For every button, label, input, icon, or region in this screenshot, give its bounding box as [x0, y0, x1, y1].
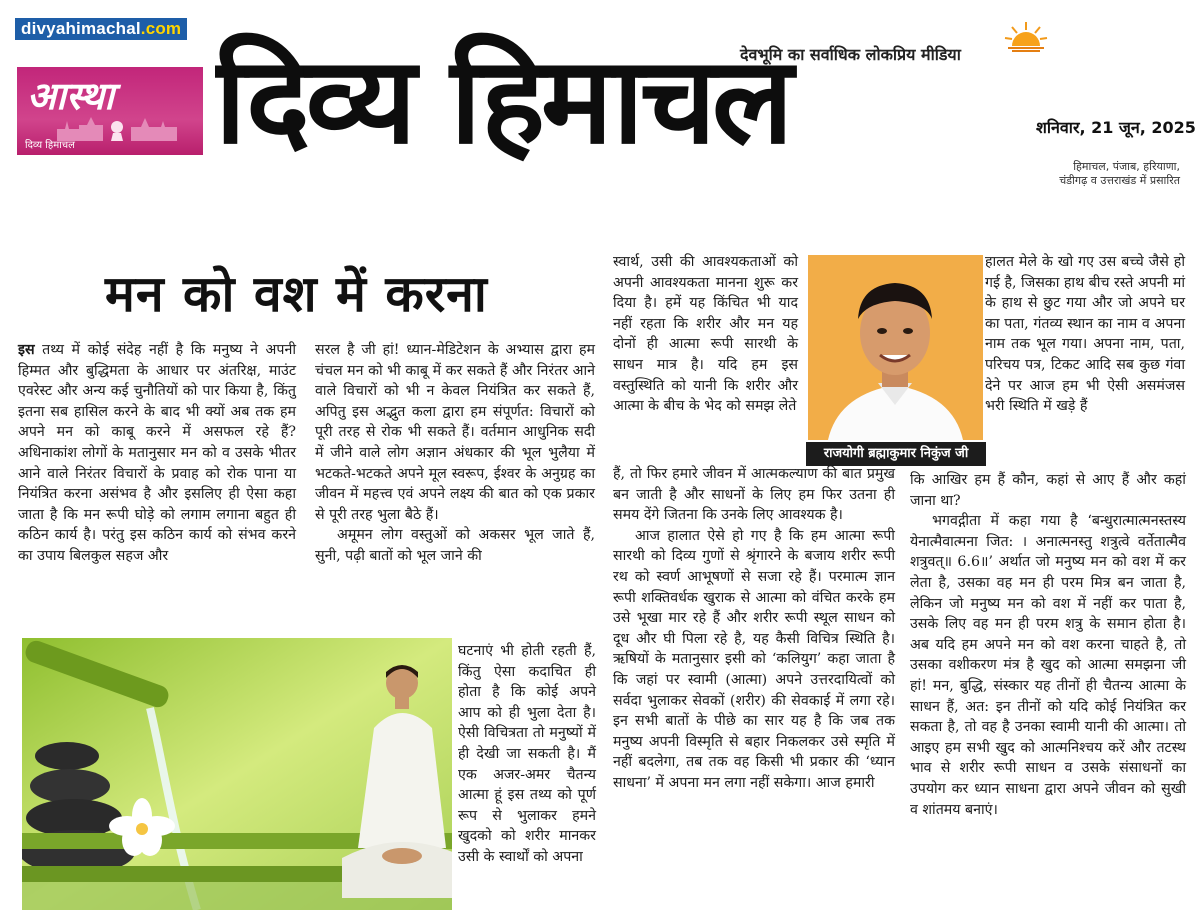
site-url-main: divyahimachal [21, 19, 141, 38]
aastha-title: आस्था [27, 74, 114, 118]
regions-line-1: हिमाचल, पंजाब, हरियाणा, [1073, 160, 1180, 173]
portrait-caption: राजयोगी ब्रह्माकुमार निकुंज जी [806, 442, 986, 466]
article-column-4b [910, 470, 1186, 820]
article-column-2 [315, 340, 595, 567]
author-portrait [808, 255, 983, 440]
aastha-logo [17, 67, 203, 155]
temple-silhouette-icon [57, 115, 177, 141]
article-column-3 [613, 252, 798, 417]
newspaper-title: दिव्य हिमाचल [215, 32, 790, 171]
article-column-3b [613, 464, 895, 794]
article-column-4 [985, 252, 1185, 417]
article-column-1 [18, 340, 296, 567]
paragraph: कि आखिर हम हैं कौन, कहां से आए हैं और कहां जाना था? [910, 472, 1186, 509]
aastha-subtitle: दिव्य हिमाचल [25, 140, 75, 151]
site-url[interactable] [15, 18, 187, 40]
paragraph: सरल है जी हां! ध्यान-मेडिटेशन के अभ्यास द्वारा हम चंचल मन को भी काबू में कर सकते हैं और निरंतर आने वाले विचारों को भी न केवल नियंत्रित कर सकते हैं, अपितु इस अद्भुत कला द्वारा हम संपूर्णत: विचारों को पूरी तरह से रोक भी सकते हैं। वर्तमान आधुनिक सदी में जीने वाले लोग अज्ञान अंधकार की भूल भुलैया में भटकते-भटकते अपने मूल स्वरूप, ईश्वर के अनुग्रह का जीवन में महत्त्व एवं अपने लक्ष्य की बात को एक प्रकार से पूरी तरह भुला बैठे हैं। [315, 342, 595, 523]
circulation-regions [1030, 160, 1180, 188]
meditation-image [22, 638, 452, 910]
lead-word: इस [18, 342, 35, 358]
paragraph: हालत मेले के खो गए उस बच्चे जैसे हो गई है, जिसका हाथ बीच रस्ते अपनी मां के हाथ से छुट गया और जो अपने घर का पता, गंतव्य स्थान का नाम व अपना नाम तक भूल गया। अपना नाम, पता, परिचय पत्र, टिकट आदि सब कुछ गंवा देने पर आज हम भी ऐसी असमंजस भरी स्थिति में खड़े हैं [985, 254, 1186, 415]
paragraph: हैं, तो फिर हमारे जीवन में आत्मकल्याण की बात प्रमुख बन जाती है और साधनों के लिए हम फिर उतना ही समय देंगे जितना कि उनके लिए आवश्यक है। [613, 466, 895, 524]
rising-sun-icon [1002, 18, 1050, 54]
article-headline: मन को वश में करना [105, 265, 488, 323]
paragraph: भगवद्गीता में कहा गया है ‘बन्धुरात्मात्मनस्तस्य येनात्मैवात्मना जित: । अनात्मनस्तु शत्रुत्वे वर्तेतात्मैव शत्रुवत्॥ 6.6॥’ अर्थात जो मनुष्य मन को वश में कर लेता है, उसका वह मन ही परम मित्र बन जाता है, लेकिन जो मनुष्य मन को वश में नहीं कर पाता है, उसके लिए वह मन ही परम शत्रु के समान होता है। अब यदि हम अपने मन को वश करना चाहते है, तो उसका वशीकरण मंत्र है खुद को आत्मा समझना जी हां! मन, बुद्धि, संस्कार यह तीनों ही चैतन्य आत्मा के साधन हैं, अत: इन तीनों को यदि कोई नियंत्रित कर सकता है, तो वह है उनका स्वामी यानी की आत्मा। तो आइए हम सभी खुद को आत्मनिश्चय करें और तटस्थ भाव से शरीर रूपी साधन व उसके संसाधनों का उपयोग कर ध्यान साधना द्वारा अपने जीवन को सुखी व शांतमय बनाएं। [910, 513, 1186, 818]
paragraph: घटनाएं भी होती रहती हैं, किंतु ऐसा कदाचित ही होता है कि कोई अपने आप को ही भुला देता है। ऐसी विचित्रता तो मनुष्यों में ही देखी जा सकती है। मैं एक अजर-अमर चैतन्य आत्मा हूं इस तथ्य को पूर्ण रूप से भुलाकर हमने खुदको को शरीर मानकर उसी के स्वार्थों को अपना [458, 643, 596, 865]
paragraph: स्वार्थ, उसी की आवश्यकताओं को अपनी आवश्यकता मानना शुरू कर दिया है। हमें यह किंचित भी याद नहीं रहता कि शरीर और मन यह दोनों ही आत्मा रूपी सारथी के साधन मात्र है। यदि हम इस वस्तुस्थिति को यानी कि शरीर और आत्मा के बीच के भेद को समझ लेते [613, 254, 798, 415]
paragraph: अमूमन लोग वस्तुओं को अकसर भूल जाते हैं, सुनी, पढ़ी बातों को भूल जाने की [315, 527, 595, 564]
paragraph: आज हालात ऐसे हो गए है कि हम आत्मा रूपी सारथी को दिव्य गुणों से श्रृंगारने के बजाय शरीर रूपी रथ को स्वर्ण आभूषणों से सजा रहे हैं। परमात्म ज्ञान रूपी शक्तिवर्धक खुराक से आत्मा को वंचित करके हम उसे भूखा मार रहे हैं और शरीर रूपी स्थूल साधन को दूध और घी पिला रहे है, यह कैसी विचित्र स्थिति है। ऋषियों के मतानुसार इसी को ‘कलियुग’ कहा जाता है कि जहां पर स्वामी (आत्मा) अपने उत्तरदायित्वों को सर्वदा भुलाकर सेवकों (शरीर) की सेवकाई में लगा रहे। इन सभी बातों के पीछे का सार यह है कि जब तक मनुष्य अपनी विस्मृति से बहार निकलकर उसे स्मृति में नहीं बदलेगा, तब तक वह किसी भी प्रकार की ‘ध्यान साधना’ में अपना मन लगा नहीं सकेगा। आज हमारी [613, 527, 895, 791]
paragraph [18, 340, 296, 567]
regions-line-2: चंडीगढ़ व उत्तराखंड में प्रसारित [1059, 174, 1180, 187]
meditation-illustration [22, 638, 452, 910]
site-url-tld: .com [140, 19, 182, 38]
issue-date: शनिवार, 21 जून, 2025 [1036, 118, 1196, 137]
paragraph-text: तथ्य में कोई संदेह नहीं है कि मनुष्य ने अपनी हिम्मत और बुद्धिमता के आधार पर अंतरिक्ष, माउंट एवरेस्ट और अन्य कई चुनौतियों को पार किया है, किंतु इतना सब हासिल करने के बाद भी क्यों अब तक हम अपने मन को काबू करने में असफल रहे हैं? अधिनाकांश लोगों के मतानुसार मन को व उसके भीतर आने वाले निरंतर विचारों के प्रवाह को रोक पाना या नियंत्रित करना असंभव है और इसलिए ही ऐसा कहा जाता है कि मन रूपी घोड़े को लगाम लगाना बहुत ही कठिन कार्य है। परंतु इस कठिन कार्य को संभव करने का उपाय बिलकुल सहज और [18, 342, 296, 564]
article-column-2b [458, 641, 596, 868]
author-portrait-illustration [808, 255, 983, 440]
tagline: देवभूमि का सर्वाधिक लोकप्रिय मीडिया [740, 45, 961, 64]
